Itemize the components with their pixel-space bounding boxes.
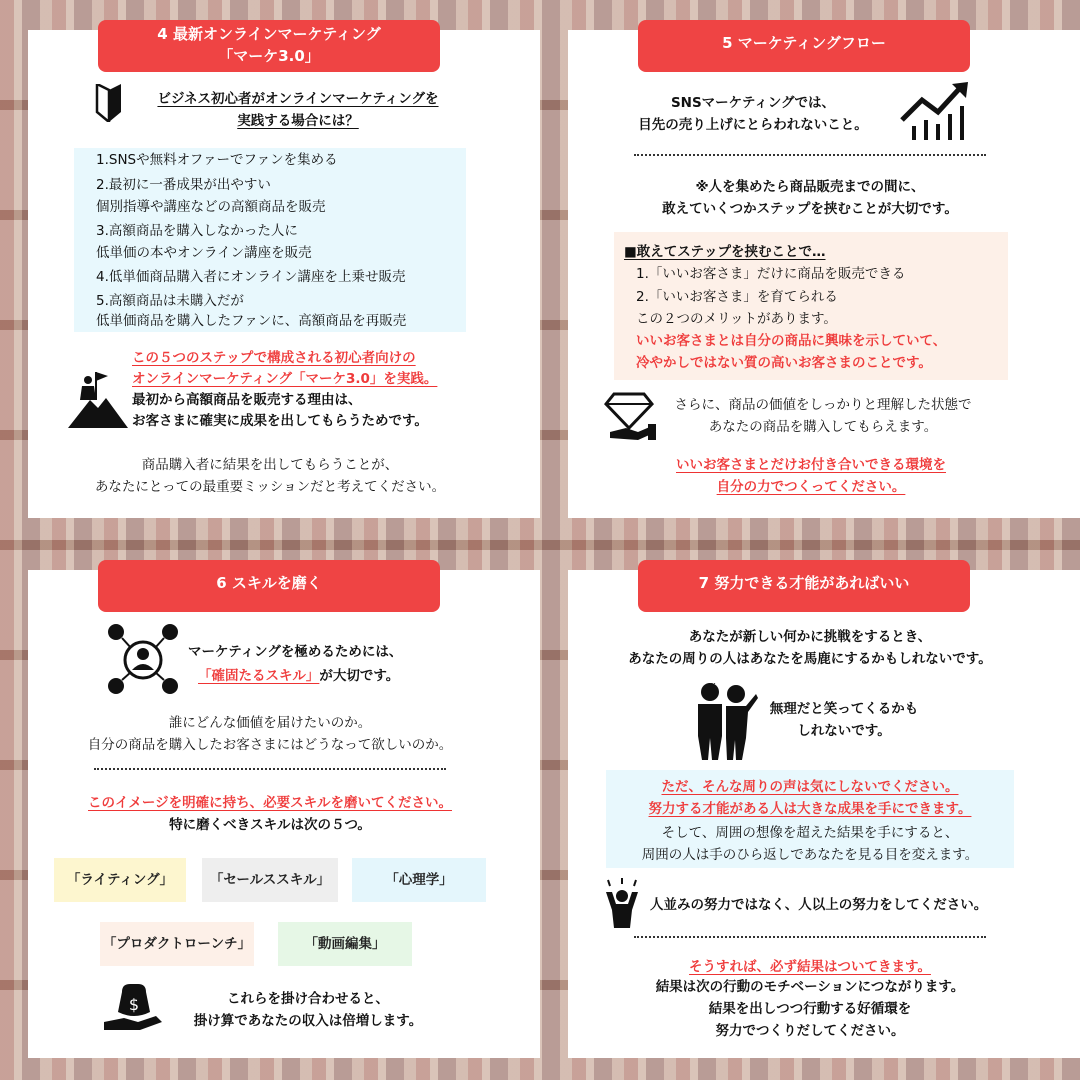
panel-skills bbox=[28, 570, 540, 1058]
dotted-divider bbox=[634, 936, 986, 938]
reason-text: 最初から高額商品を販売する理由は、 お客さまに確実に成果を出してもらうためです。 bbox=[132, 392, 428, 429]
result-red: そうすれば、必ず結果はついてきます。 bbox=[689, 959, 931, 975]
panel-marketing-3 bbox=[28, 25, 540, 518]
skill-video-editing: 「動画編集」 bbox=[278, 922, 412, 966]
summit-flag-icon bbox=[68, 370, 128, 428]
dotted-divider bbox=[94, 768, 446, 770]
money-hand-icon bbox=[104, 982, 164, 1032]
step-2a: 2.最初に一番成果が出やすい bbox=[96, 177, 271, 193]
panel-header: 7 努力できる才能があればいい bbox=[638, 560, 970, 612]
skill-sales: 「セールススキル」 bbox=[202, 858, 338, 902]
step-2b: 個別指導や講座などの高額商品を販売 bbox=[96, 199, 326, 215]
step-3a: 3.高額商品を購入しなかった人に bbox=[96, 223, 298, 239]
cheering-person-icon bbox=[602, 878, 642, 928]
note-text: ※人を集めたら商品販売までの間に、 敢えていくつかステップを挟むことが大切です。 bbox=[662, 179, 958, 217]
intro-text: あなたが新しい何かに挑戦をするとき、 あなたの周りの人はあなたを馬鹿にするかもしれないです。 bbox=[628, 629, 992, 667]
panel-header: 4 最新オンラインマーケティング 「マーケ3.0」 bbox=[98, 20, 440, 72]
outro-text: これらを掛け合わせると、 掛け算であなたの収入は倍増します。 bbox=[193, 991, 423, 1029]
skill-psychology: 「心理学」 bbox=[352, 858, 486, 902]
step-5a: 5.高額商品は未購入だが bbox=[96, 293, 244, 309]
red-instruction: このイメージを明確に持ち、必要スキルを磨いてください。 bbox=[88, 795, 452, 811]
network-person-icon bbox=[104, 622, 182, 696]
growth-chart-icon bbox=[898, 82, 974, 142]
effort-text: 人並みの努力ではなく、人以上の努力をしてください。 bbox=[650, 897, 988, 913]
svg-text:…: … bbox=[708, 680, 716, 686]
laughing-people-icon bbox=[692, 680, 758, 760]
skills-intro: 特に磨くべきスキルは次の５つ。 bbox=[169, 817, 371, 833]
beginner-mark-icon bbox=[94, 84, 124, 122]
skill-product-launch: 「プロダクトローンチ」 bbox=[100, 922, 254, 966]
skill-writing: 「ライティング」 bbox=[54, 858, 186, 902]
panel-header: 5 マーケティングフロー bbox=[638, 20, 970, 72]
merit-box: ■敢えてステップを挟むことで… 1.「いいお客さま」だけに商品を販売できる 2.「いいお客さま」を育てられる この２つのメリットがあります。 いいお客さまとは自分の商品に興味を示していて、 冷やかしではない質の高いお客さまのことです。 bbox=[614, 232, 1008, 380]
red-summary: この５つのステップで構成される初心者向けの オンラインマーケティング「マーケ3.0」を実践。 bbox=[132, 350, 438, 387]
dotted-divider bbox=[634, 154, 986, 156]
encouragement-box: ただ、そんな周りの声は気にしないでください。 努力する才能がある人は大きな成果を手にできます。 そして、周囲の想像を超えた結果を手にすると、 周囲の人は手のひら返しであなたを見る目を変えます。 bbox=[606, 770, 1014, 868]
intro-text: マーケティングを極めるためには、 「確固たるスキル」が大切です。 bbox=[188, 644, 403, 684]
step-1: 1.SNSや無料オファーでファンを集める bbox=[96, 152, 338, 168]
red-conclusion: いいお客さまとだけお付き合いできる環境を 自分の力でつくってください。 bbox=[676, 457, 946, 495]
mission-text: 商品購入者に結果を出してもらうことが、 あなたにとっての最重要ミッションだと考えてください。 bbox=[94, 457, 446, 495]
panel-marketing-flow bbox=[568, 30, 1080, 518]
panel-header: 6 スキルを磨く bbox=[98, 560, 440, 612]
value-text: さらに、商品の価値をしっかりと理解した状態で あなたの商品を購入してもらえます。 bbox=[674, 397, 972, 435]
panel-effort bbox=[568, 570, 1080, 1058]
laugh-text: 無理だと笑ってくるかも しれないです。 bbox=[769, 701, 919, 739]
question-text: 誰にどんな価値を届けたいのか。 自分の商品を購入したお客さまにはどうなって欲しいのか。 bbox=[87, 715, 453, 753]
step-5b: 低単価商品を購入したファンに、高額商品を再販売 bbox=[96, 313, 407, 329]
question-heading: ビジネス初心者がオンラインマーケティングを 実践する場合には？ bbox=[157, 91, 439, 129]
steps-box bbox=[74, 148, 466, 332]
intro-text: SNSマーケティングでは、 目先の売り上げにとらわれないこと。 bbox=[638, 95, 868, 133]
step-3b: 低単価の本やオンライン講座を販売 bbox=[96, 245, 312, 261]
svg-text:$: $ bbox=[128, 995, 140, 1014]
step-4: 4.低単価商品購入者にオンライン講座を上乗せ販売 bbox=[96, 269, 406, 285]
result-text: 結果は次の行動のモチベーションにつながります。 結果を出しつつ行動する好循環を 努力でつくりだしてください。 bbox=[655, 979, 965, 1039]
